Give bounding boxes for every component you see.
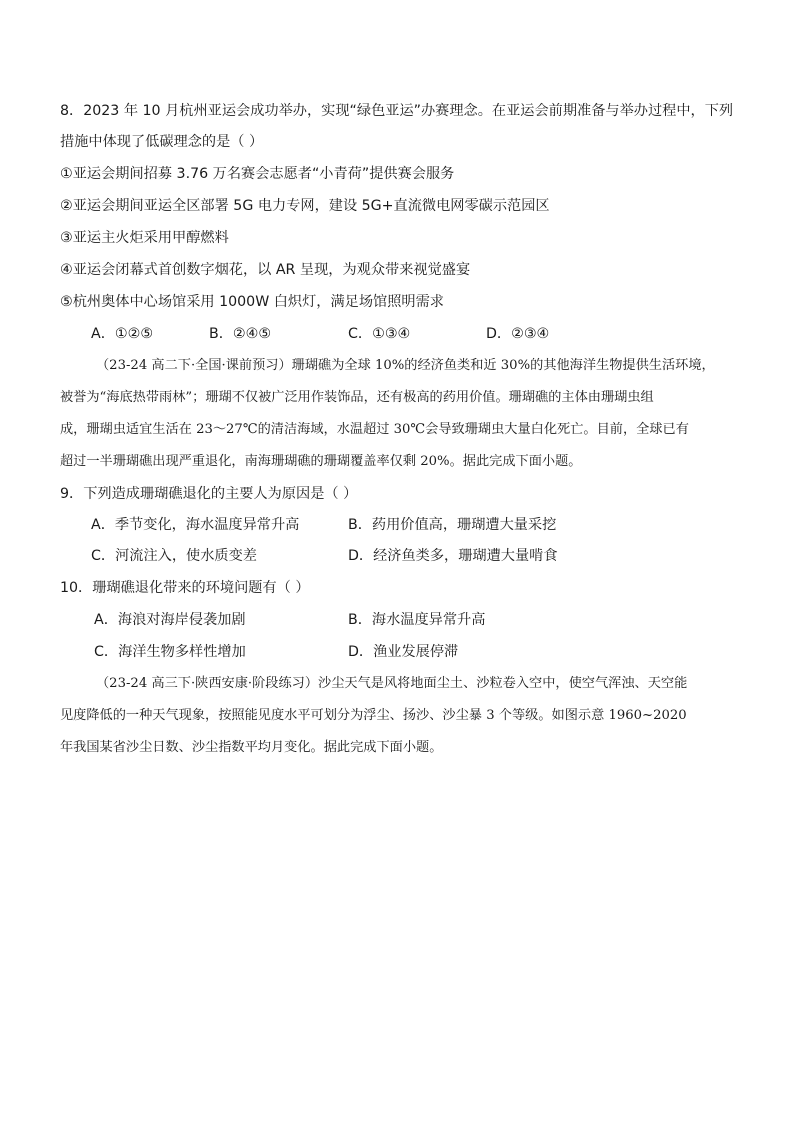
q8-option-a[interactable]: A．①②⑤ [91,326,154,342]
q9-option-a[interactable]: A．季节变化，海水温度异常升高 [91,517,300,533]
dust-passage-line1: （23-24 高三下·陕西安康·阶段练习）沙尘天气是风将地面尘土、沙粒卷入空中，使空气浑浊、天空能 [96,676,688,691]
q8-item-1: ①亚运会期间招募 3.76 万名赛会志愿者“小青荷”提供赛会服务 [60,166,455,182]
dust-passage-line2: 见度降低的一种天气现象，按照能见度水平可划分为浮尘、扬沙、沙尘暴 3 个等级。如图示意 1960~2020 [60,708,687,723]
q9-option-c[interactable]: C．河流注入，使水质变差 [91,548,257,564]
q9-option-d[interactable]: D．经济鱼类多，珊瑚遭大量啃食 [348,548,558,564]
q8-item-3: ③亚运主火炬采用甲醇燃料 [60,230,229,246]
q8-stem-line1: 8．2023 年 10 月杭州亚运会成功举办，实现“绿色亚运”办赛理念。在亚运会前期准备与举办过程中，下列 [60,103,734,119]
q10-stem: 10．珊瑚礁退化带来的环境问题有（ ） [60,580,310,596]
q8-item-2: ②亚运会期间亚运全区部署 5G 电力专网，建设 5G+直流微电网零碳示范园区 [60,198,550,214]
q8-item-4: ④亚运会闭幕式首创数字烟花，以 AR 呈现，为观众带来视觉盛宴 [60,262,471,278]
coral-passage-line1: （23-24 高二下·全国·课前预习）珊瑚礁为全球 10%的经济鱼类和近 30%的其他海洋生物提供生活环境， [96,358,715,373]
coral-passage-line3: 成，珊瑚虫适宜生活在 23～27℃的清洁海域，水温超过 30℃会导致珊瑚虫大量白化死亡。目前，全球已有 [60,422,689,437]
q8-option-d[interactable]: D．②③④ [486,326,550,342]
q10-option-b[interactable]: B．海水温度异常升高 [348,612,486,628]
coral-passage-line4: 超过一半珊瑚礁出现严重退化，南海珊瑚礁的珊瑚覆盖率仅剩 20%。据此完成下面小题。 [60,454,582,469]
dust-passage-line3: 年我国某省沙尘日数、沙尘指数平均月变化。据此完成下面小题。 [60,740,443,755]
q10-option-a[interactable]: A．海浪对海岸侵袭加剧 [94,612,246,628]
q10-option-d[interactable]: D．渔业发展停滞 [348,644,459,660]
q8-option-b[interactable]: B．②④⑤ [209,326,272,342]
q8-stem-line2: 措施中体现了低碳理念的是（ ） [60,134,264,150]
q8-item-5: ⑤杭州奥体中心场馆采用 1000W 白炽灯，满足场馆照明需求 [60,294,444,310]
q9-option-b[interactable]: B．药用价值高，珊瑚遭大量采挖 [348,517,557,533]
coral-passage-line2: 被誉为“海底热带雨林”；珊瑚不仅被广泛用作装饰品，还有极高的药用价值。珊瑚礁的主体由珊瑚虫组 [60,390,654,405]
q10-option-c[interactable]: C．海洋生物多样性增加 [94,644,246,660]
q8-option-c[interactable]: C．①③④ [348,326,411,342]
q9-stem: 9．下列造成珊瑚礁退化的主要人为原因是（ ） [60,486,358,502]
